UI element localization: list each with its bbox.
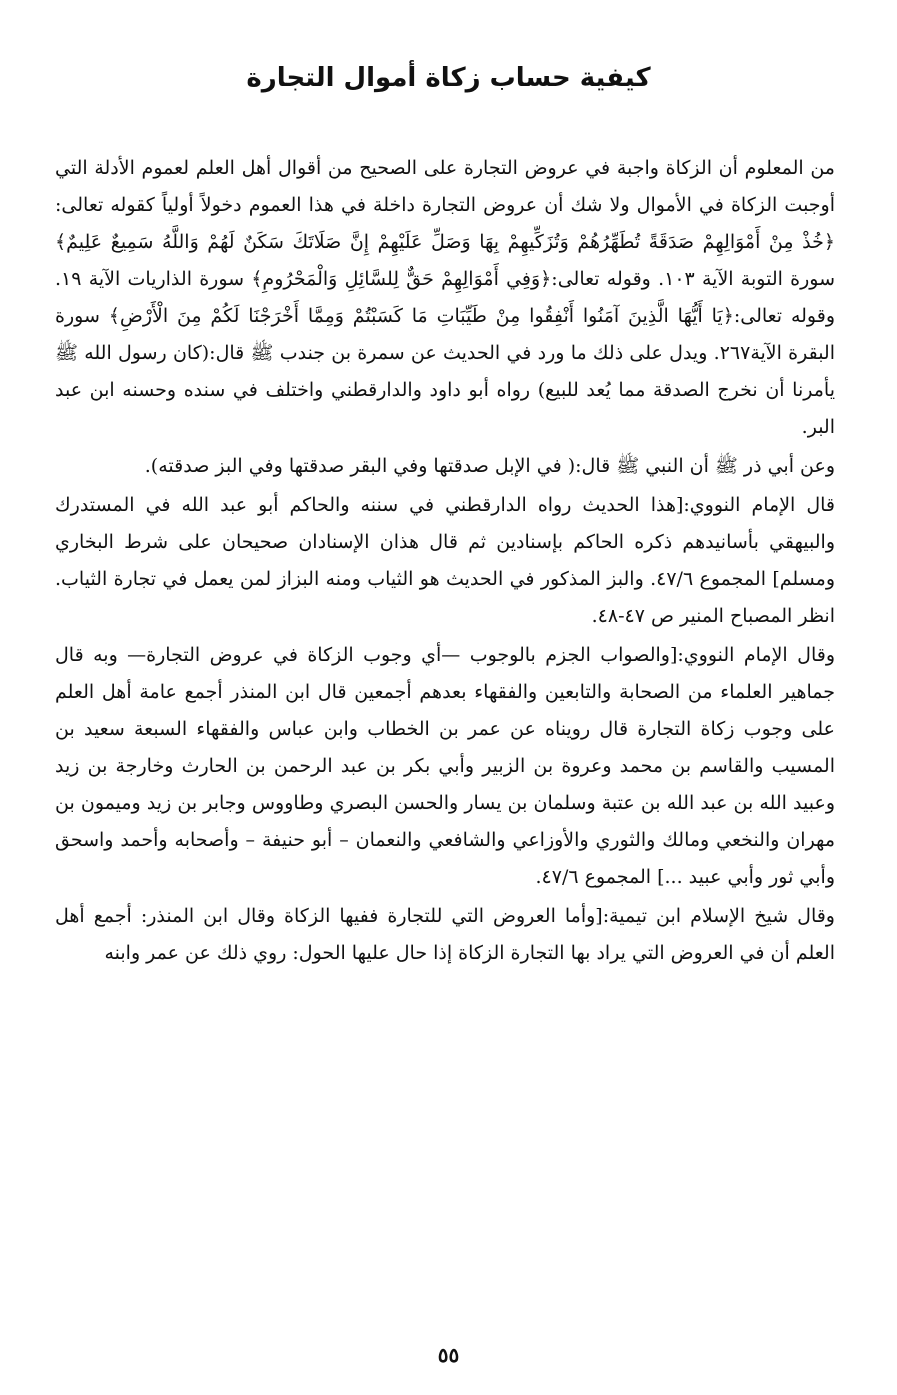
body-text: [55, 150, 835, 974]
paragraph-quran-evidence: من المعلوم أن الزكاة واجبة في عروض التجارة على الصحيح من أقوال أهل العلم لعموم الأدلة التي أوجبت الزكاة في الأموال ولا شك أن عروض التجارة داخلة في هذا العموم دخولاً أولياً كقوله تعالى:﴿خُذْ مِنْ أَمْوَالِهِمْ صَدَقَةً تُطَهِّرُهُمْ وَتُزَكِّيهِمْ بِهَا وَصَلِّ عَلَيْهِمْ إِنَّ صَلَاتَكَ سَكَنٌ لَهُمْ وَاللَّهُ سَمِيعٌ عَلِيمٌ﴾ سورة التوبة الآية ١٠٣. وقوله تعالى:﴿وَفِي أَمْوَالِهِمْ حَقٌّ لِلسَّائِلِ وَالْمَحْرُومِ﴾ سورة الذاريات الآية ١٩. وقوله تعالى:﴿يَا أَيُّهَا الَّذِينَ آمَنُوا أَنْفِقُوا مِنْ طَيِّبَاتِ مَا كَسَبْتُمْ وَمِمَّا أَخْرَجْنَا لَكُمْ مِنَ الْأَرْضِ﴾ سورة البقرة الآية٢٦٧. ويدل على ذلك ما ورد في الحديث عن سمرة بن جندب ﷺ قال:(كان رسول الله ﷺ يأمرنا أن نخرج الصدقة مما يُعد للبيع) رواه أبو داود والدارقطني واختلف في سنده وحسنه ابن عبد البر.: [55, 157, 836, 438]
paragraph-nawawi-consensus: وقال الإمام النووي:[والصواب الجزم بالوجوب —أي وجوب الزكاة في عروض التجارة— وبه قال جماهير العلماء من الصحابة والتابعين والفقهاء بعدهم أجمعين قال ابن المنذر أجمع عامة أهل العلم على وجوب زكاة التجارة قال رويناه عن عمر بن الخطاب وابن عباس والفقهاء السبعة سعيد بن المسيب والقاسم بن محمد وعروة بن الزبير وأبي بكر بن عبد الرحمن بن الحارث وخارجة بن زيد وعبيد الله بن عبد الله بن عتبة وسلمان بن يسار والحسن البصري وطاووس وجابر بن زيد وميمون بن مهران والنخعي ومالك والثوري والأوزاعي والشافعي والنعمان – أبو حنيفة – وأصحابه وأحمد واسحق وأبي ثور وأبي عبيد ...] المجموع ٤٧/٦.: [55, 644, 835, 888]
paragraph-abu-dhar-hadith: وعن أبي ذر ﷺ أن النبي ﷺ قال:( في الإبل صدقتها وفي البقر صدقتها وفي البز صدقته).: [144, 455, 835, 477]
page-number: ٥٥: [437, 1343, 460, 1367]
page-title: كيفية حساب زكاة أموال التجارة: [246, 63, 651, 93]
paragraph-nawawi-takhrij: قال الإمام النووي:[هذا الحديث رواه الدارقطني في سننه والحاكم أبو عبد الله في المستدرك والبيهقي بأسانيدهم ذكره الحاكم بإسنادين ثم قال هذان الإسنادان صحيحان على شرط البخاري ومسلم] المجموع ٤٧/٦. والبز المذكور في الحديث هو الثياب ومنه البزاز لمن يعمل في تجارة الثياب. انظر المصباح المنير ص ٤٧-٤٨.: [55, 494, 835, 627]
paragraph-ibn-taymiyyah: وقال شيخ الإسلام ابن تيمية:[وأما العروض التي للتجارة ففيها الزكاة وقال ابن المنذر: أجمع أهل العلم أن في العروض التي يراد بها التجارة الزكاة إذا حال عليها الحول: روي ذلك عن عمر وابنه: [55, 905, 835, 964]
